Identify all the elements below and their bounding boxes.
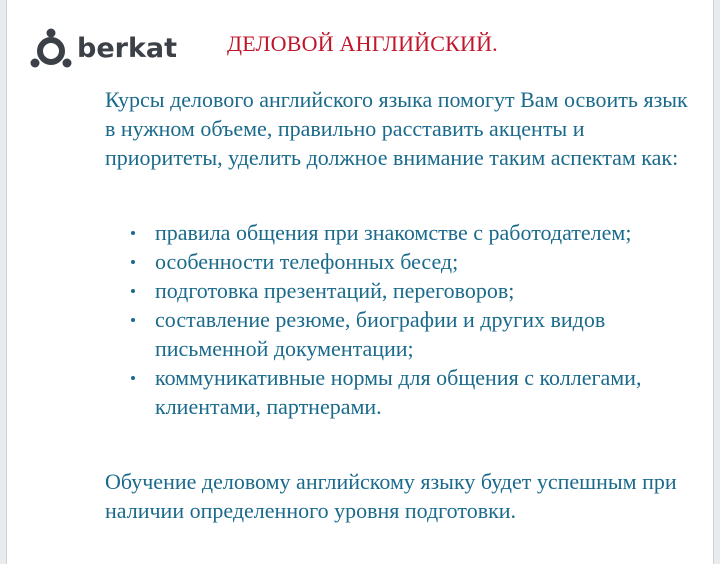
list-item [127, 305, 697, 363]
list-item-text: коммуникативные нормы для общения с коллегами, клиентами, партнерами. [155, 365, 642, 419]
bullet-icon [131, 260, 135, 264]
logo-mark-icon [27, 26, 75, 72]
bullet-icon [131, 289, 135, 293]
page-title: ДЕЛОВОЙ АНГЛИЙСКИЙ. [227, 31, 498, 56]
list-item-text: правила общения при знакомстве с работодателем; [155, 220, 632, 245]
outro-paragraph: Обучение деловому английскому языку будет успешным при наличии определенного уровня подготовки. [105, 469, 677, 523]
list-item [127, 218, 697, 247]
list-item [127, 363, 697, 421]
bullet-icon [131, 318, 135, 322]
bullet-icon [131, 231, 135, 235]
intro-paragraph: Курсы делового английского языка помогут Вам освоить язык в нужном объеме, правильно расставить акценты и приоритеты, уделить должное внимание таким аспектам как: [105, 87, 688, 170]
list-item [127, 247, 697, 276]
list-item-text: подготовка презентаций, переговоров; [155, 278, 515, 303]
bullet-icon [131, 376, 135, 380]
brand-name: berkat [77, 33, 178, 64]
list-item-text: особенности телефонных бесед; [155, 249, 459, 274]
list-item [127, 276, 697, 305]
document-page [6, 0, 714, 564]
list-item-text: составление резюме, биографии и других видов письменной документации; [155, 307, 606, 361]
brand-logo [27, 26, 177, 72]
aspects-list [127, 218, 697, 421]
